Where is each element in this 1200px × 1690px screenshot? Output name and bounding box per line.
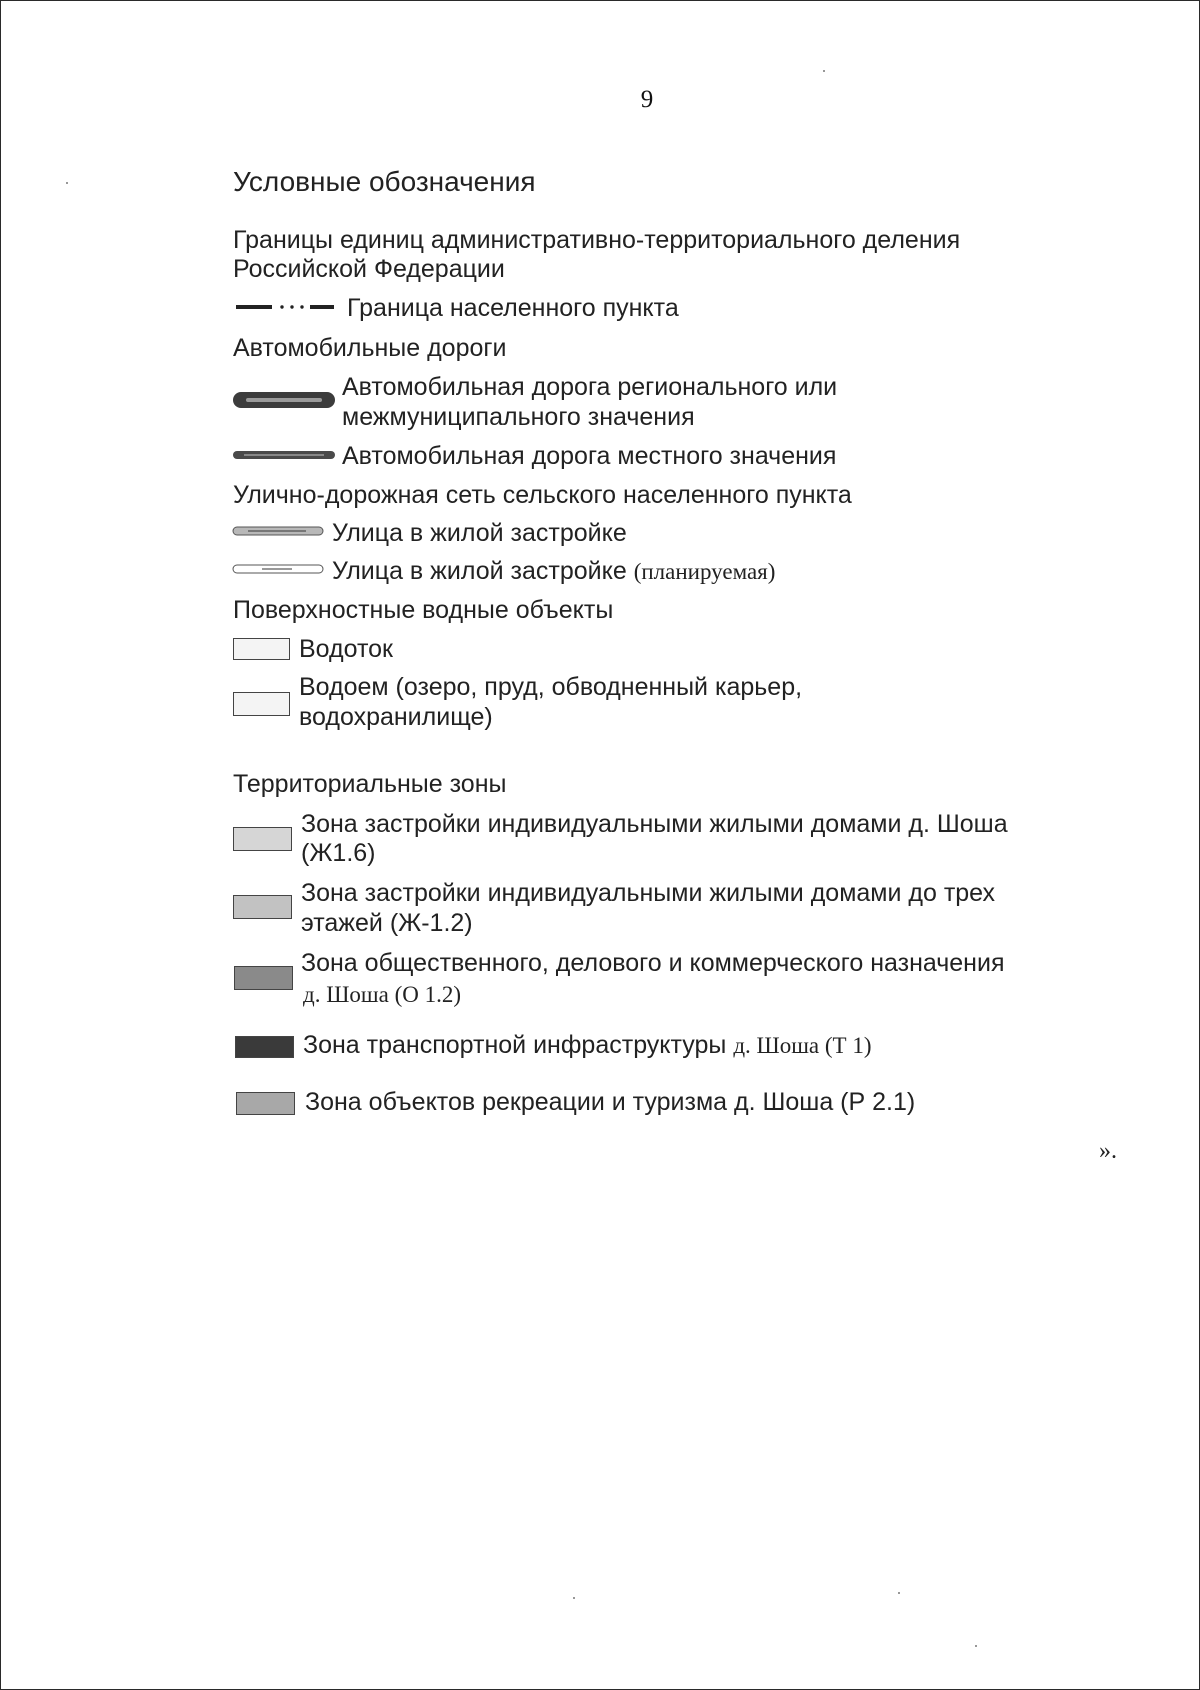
settlement-boundary-symbol — [236, 300, 336, 314]
zones-heading: Территориальные зоны — [233, 770, 507, 798]
zone-zh12-label-line2: этажей (Ж-1.2) — [301, 909, 473, 937]
scan-speck — [573, 1597, 575, 1599]
zone-r21-label: Зона объектов рекреации и туризма д. Шоша (Р 2.1) — [305, 1088, 916, 1116]
zone-o12-label-line1: Зона общественного, делового и коммерческого назначения — [301, 949, 1005, 977]
roads-heading: Автомобильные дороги — [233, 334, 507, 362]
zone-zh12-label-line1: Зона застройки индивидуальными жилыми домами до трех — [301, 879, 996, 907]
reservoir-label-line2: водохранилище) — [299, 703, 493, 731]
scan-speck — [975, 1645, 977, 1647]
zone-zh12-swatch — [233, 895, 292, 919]
residential-street-label: Улица в жилой застройке — [332, 519, 627, 547]
zone-zh16-swatch — [233, 827, 292, 851]
watercourse-swatch — [233, 638, 290, 660]
water-heading: Поверхностные водные объекты — [233, 596, 614, 624]
boundaries-heading-line1: Границы единиц административно-территориального деления — [233, 226, 961, 254]
legend-title: Условные обозначения — [233, 166, 536, 197]
page-number: 9 — [640, 86, 654, 113]
settlement-boundary-label: Граница населенного пункта — [347, 294, 679, 322]
scan-speck — [898, 1592, 900, 1594]
planned-street-label: Улица в жилой застройке — [332, 557, 627, 585]
reservoir-swatch — [233, 692, 290, 716]
zone-r21-swatch — [236, 1092, 295, 1115]
boundaries-heading-line2: Российской Федерации — [233, 255, 505, 283]
scan-speck — [823, 70, 825, 72]
planned-street-symbol — [232, 563, 324, 575]
zone-t1-note: д. Шоша (Т 1) — [733, 1033, 872, 1058]
regional-road-label-line2: межмуниципального значения — [342, 403, 695, 431]
zone-t1-label: Зона транспортной инфраструктуры — [303, 1031, 727, 1059]
regional-road-symbol — [232, 390, 336, 410]
regional-road-label-line1: Автомобильная дорога регионального или — [342, 373, 838, 401]
zone-zh16-label-line1: Зона застройки индивидуальными жилыми домами д. Шоша — [301, 810, 1008, 838]
streets-heading: Улично-дорожная сеть сельского населенного пункта — [233, 481, 852, 509]
zone-o12-label-line2: д. Шоша (О 1.2) — [303, 982, 462, 1007]
local-road-label: Автомобильная дорога местного значения — [342, 442, 837, 470]
scan-speck — [66, 182, 68, 184]
planned-street-note: (планируемая) — [633, 559, 776, 584]
zone-o12-swatch — [234, 966, 293, 990]
closing-quote-mark: ». — [1099, 1138, 1117, 1164]
local-road-symbol — [232, 448, 336, 462]
watercourse-label: Водоток — [299, 635, 393, 663]
zone-t1-swatch — [235, 1036, 294, 1058]
reservoir-label-line1: Водоем (озеро, пруд, обводненный карьер, — [299, 673, 803, 701]
residential-street-symbol — [232, 525, 324, 537]
zone-zh16-label-line2: (Ж1.6) — [301, 839, 376, 867]
